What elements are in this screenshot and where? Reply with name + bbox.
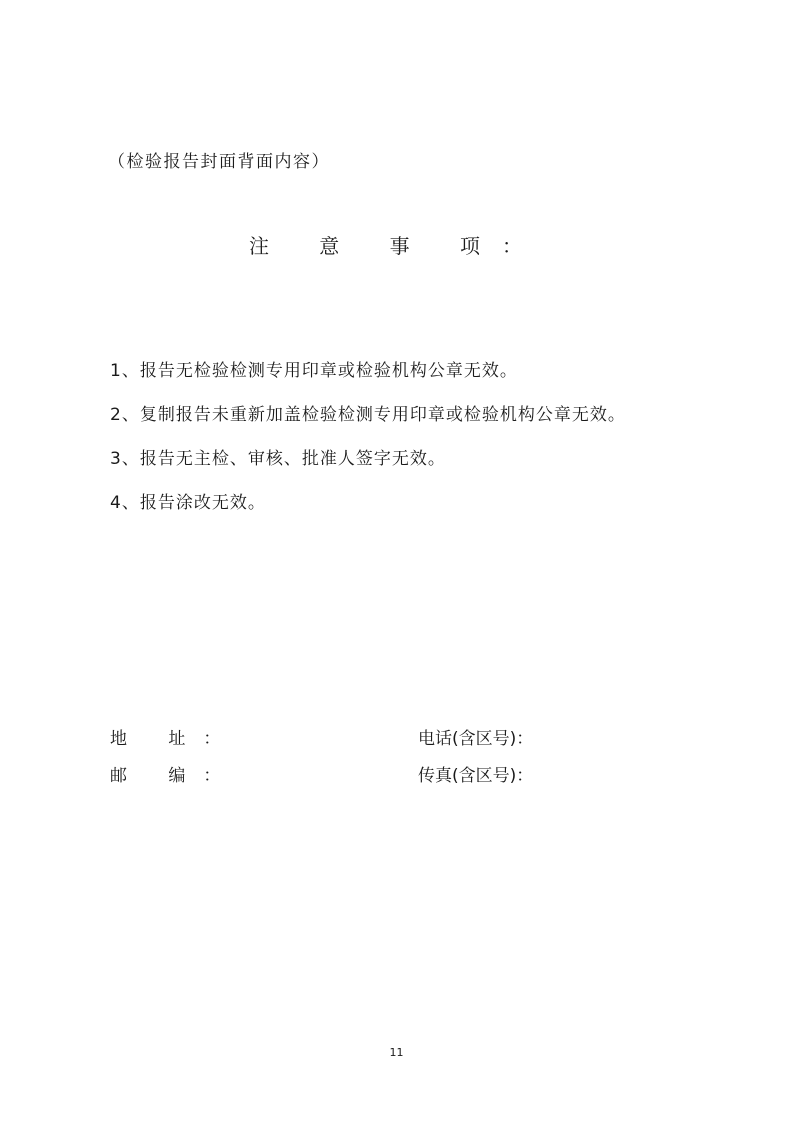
cover-back-subtitle: （检验报告封面背面内容） — [108, 152, 330, 172]
notice-item: 2、复制报告未重新加盖检验检测专用印章或检验机构公章无效。 — [110, 405, 626, 425]
notice-title: 注 意 事 项： — [248, 234, 545, 258]
phone-label: 电话(含区号)： — [418, 729, 534, 749]
notice-item: 3、报告无主检、审核、批准人签字无效。 — [110, 449, 446, 469]
fax-label: 传真(含区号)： — [418, 766, 534, 786]
address-label: 地 址： — [110, 729, 239, 749]
postcode-label: 邮 编： — [110, 766, 239, 786]
notice-item: 1、报告无检验检测专用印章或检验机构公章无效。 — [110, 361, 518, 381]
notice-list — [110, 356, 626, 532]
page-number: 11 — [389, 1046, 404, 1059]
notice-item: 4、报告涂改无效。 — [110, 493, 266, 513]
